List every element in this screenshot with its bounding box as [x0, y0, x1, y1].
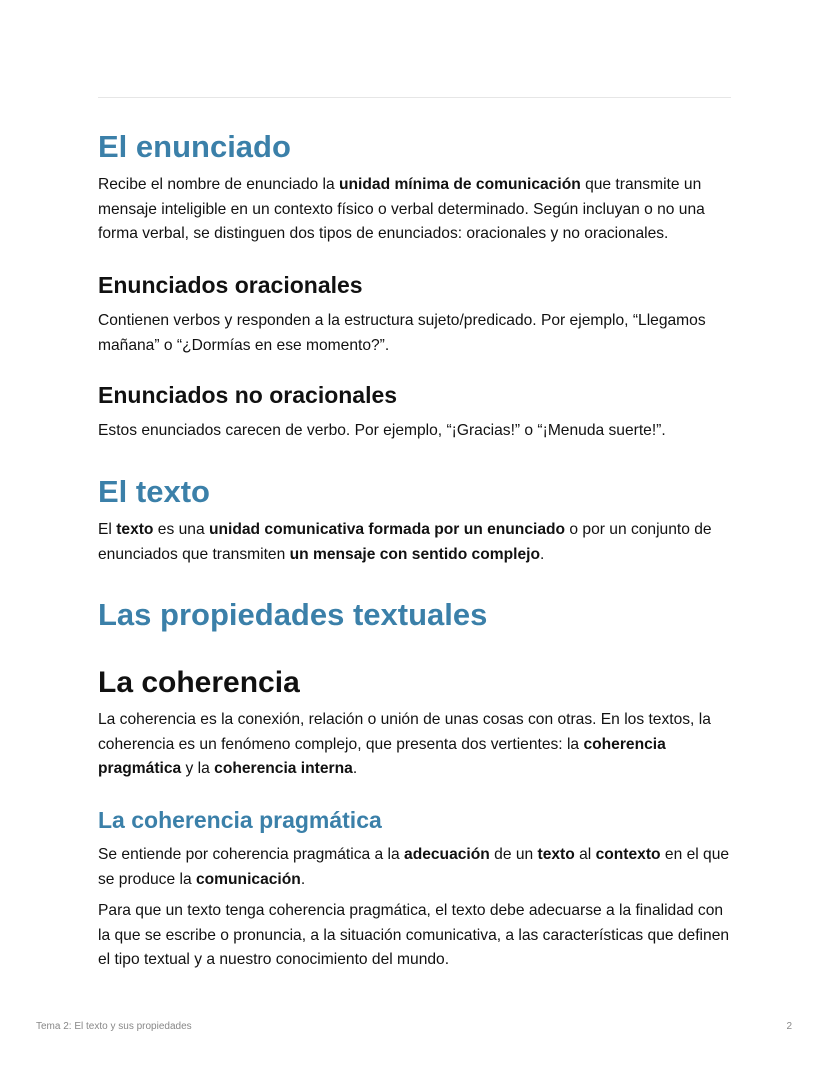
heading: El enunciado [98, 129, 291, 164]
text-run: Se entiende por coherencia pragmática a la [98, 846, 405, 863]
heading: Enunciados no oracionales [98, 382, 398, 408]
bold-text: coherencia pragmática [98, 735, 666, 777]
paragraph [98, 309, 734, 358]
bold-text: un mensaje con sentido complejo [289, 545, 541, 563]
text-run: que transmite un mensaje inteligible en un contexto físico o verbal determinado. Según incluyan o no una forma verbal, se distinguen dos tipos de enunciados: oracionales y no oracionales. [98, 176, 705, 242]
heading: Las propiedades textuales [98, 597, 488, 632]
bold-text: unidad mínima de comunicación [339, 176, 581, 193]
footer-title: Tema 2: El texto y sus propiedades [36, 1021, 192, 1032]
page-number: 2 [786, 1021, 792, 1032]
paragraph [98, 518, 734, 567]
bold-text: texto [116, 521, 154, 538]
text-run: Recibe el nombre de enunciado la [98, 176, 339, 193]
heading: El texto [98, 474, 210, 509]
bold-text: comunicación [195, 870, 301, 888]
heading: La coherencia pragmática [98, 807, 382, 833]
bold-text: adecuación [404, 846, 490, 863]
bold-text: texto [537, 846, 575, 863]
text-run: . [300, 870, 306, 888]
text-run: El [98, 521, 117, 538]
text-run: al [574, 846, 596, 863]
text-run: en el que se produce la [98, 846, 730, 888]
paragraph [98, 708, 734, 782]
text-run: Para que un texto tenga coherencia pragmática, el texto debe adecuarse a la finalidad con la que se escribe o pronuncia, a la situación comunicativa, a las características que definen el tipo textual y a nuestro conocimiento del mundo. [98, 902, 730, 968]
paragraph [98, 843, 734, 892]
text-run: Estos enunciados carecen de verbo. Por ejemplo, “¡Gracias!” o “¡Menuda suerte!”. [98, 422, 666, 439]
paragraph [98, 899, 734, 973]
paragraph [98, 419, 734, 444]
paragraph [98, 173, 734, 247]
text-run: . [540, 545, 545, 563]
heading: La coherencia [98, 666, 300, 699]
heading: Enunciados oracionales [98, 272, 363, 298]
text-run: de un [489, 846, 538, 863]
text-run: o por un conjunto de enunciados que transmiten [98, 521, 712, 563]
bold-text: contexto [595, 846, 661, 863]
text-run: es una [153, 521, 209, 538]
top-divider [98, 97, 731, 98]
text-run: . [352, 760, 358, 777]
bold-text: coherencia interna [214, 760, 353, 777]
text-run: y la [181, 760, 215, 777]
text-run: La coherencia es la conexión, relación o unión de unas cosas con otras. En los textos, la coherencia es un fenómeno complejo, que presenta dos vertientes: la [98, 711, 711, 753]
text-run: Contienen verbos y responden a la estructura sujeto/predicado. Por ejemplo, “Llegamos mañana” o “¿Dormías en ese momento?”. [98, 312, 706, 354]
bold-text: unidad comunicativa formada por un enunciado [208, 521, 566, 538]
